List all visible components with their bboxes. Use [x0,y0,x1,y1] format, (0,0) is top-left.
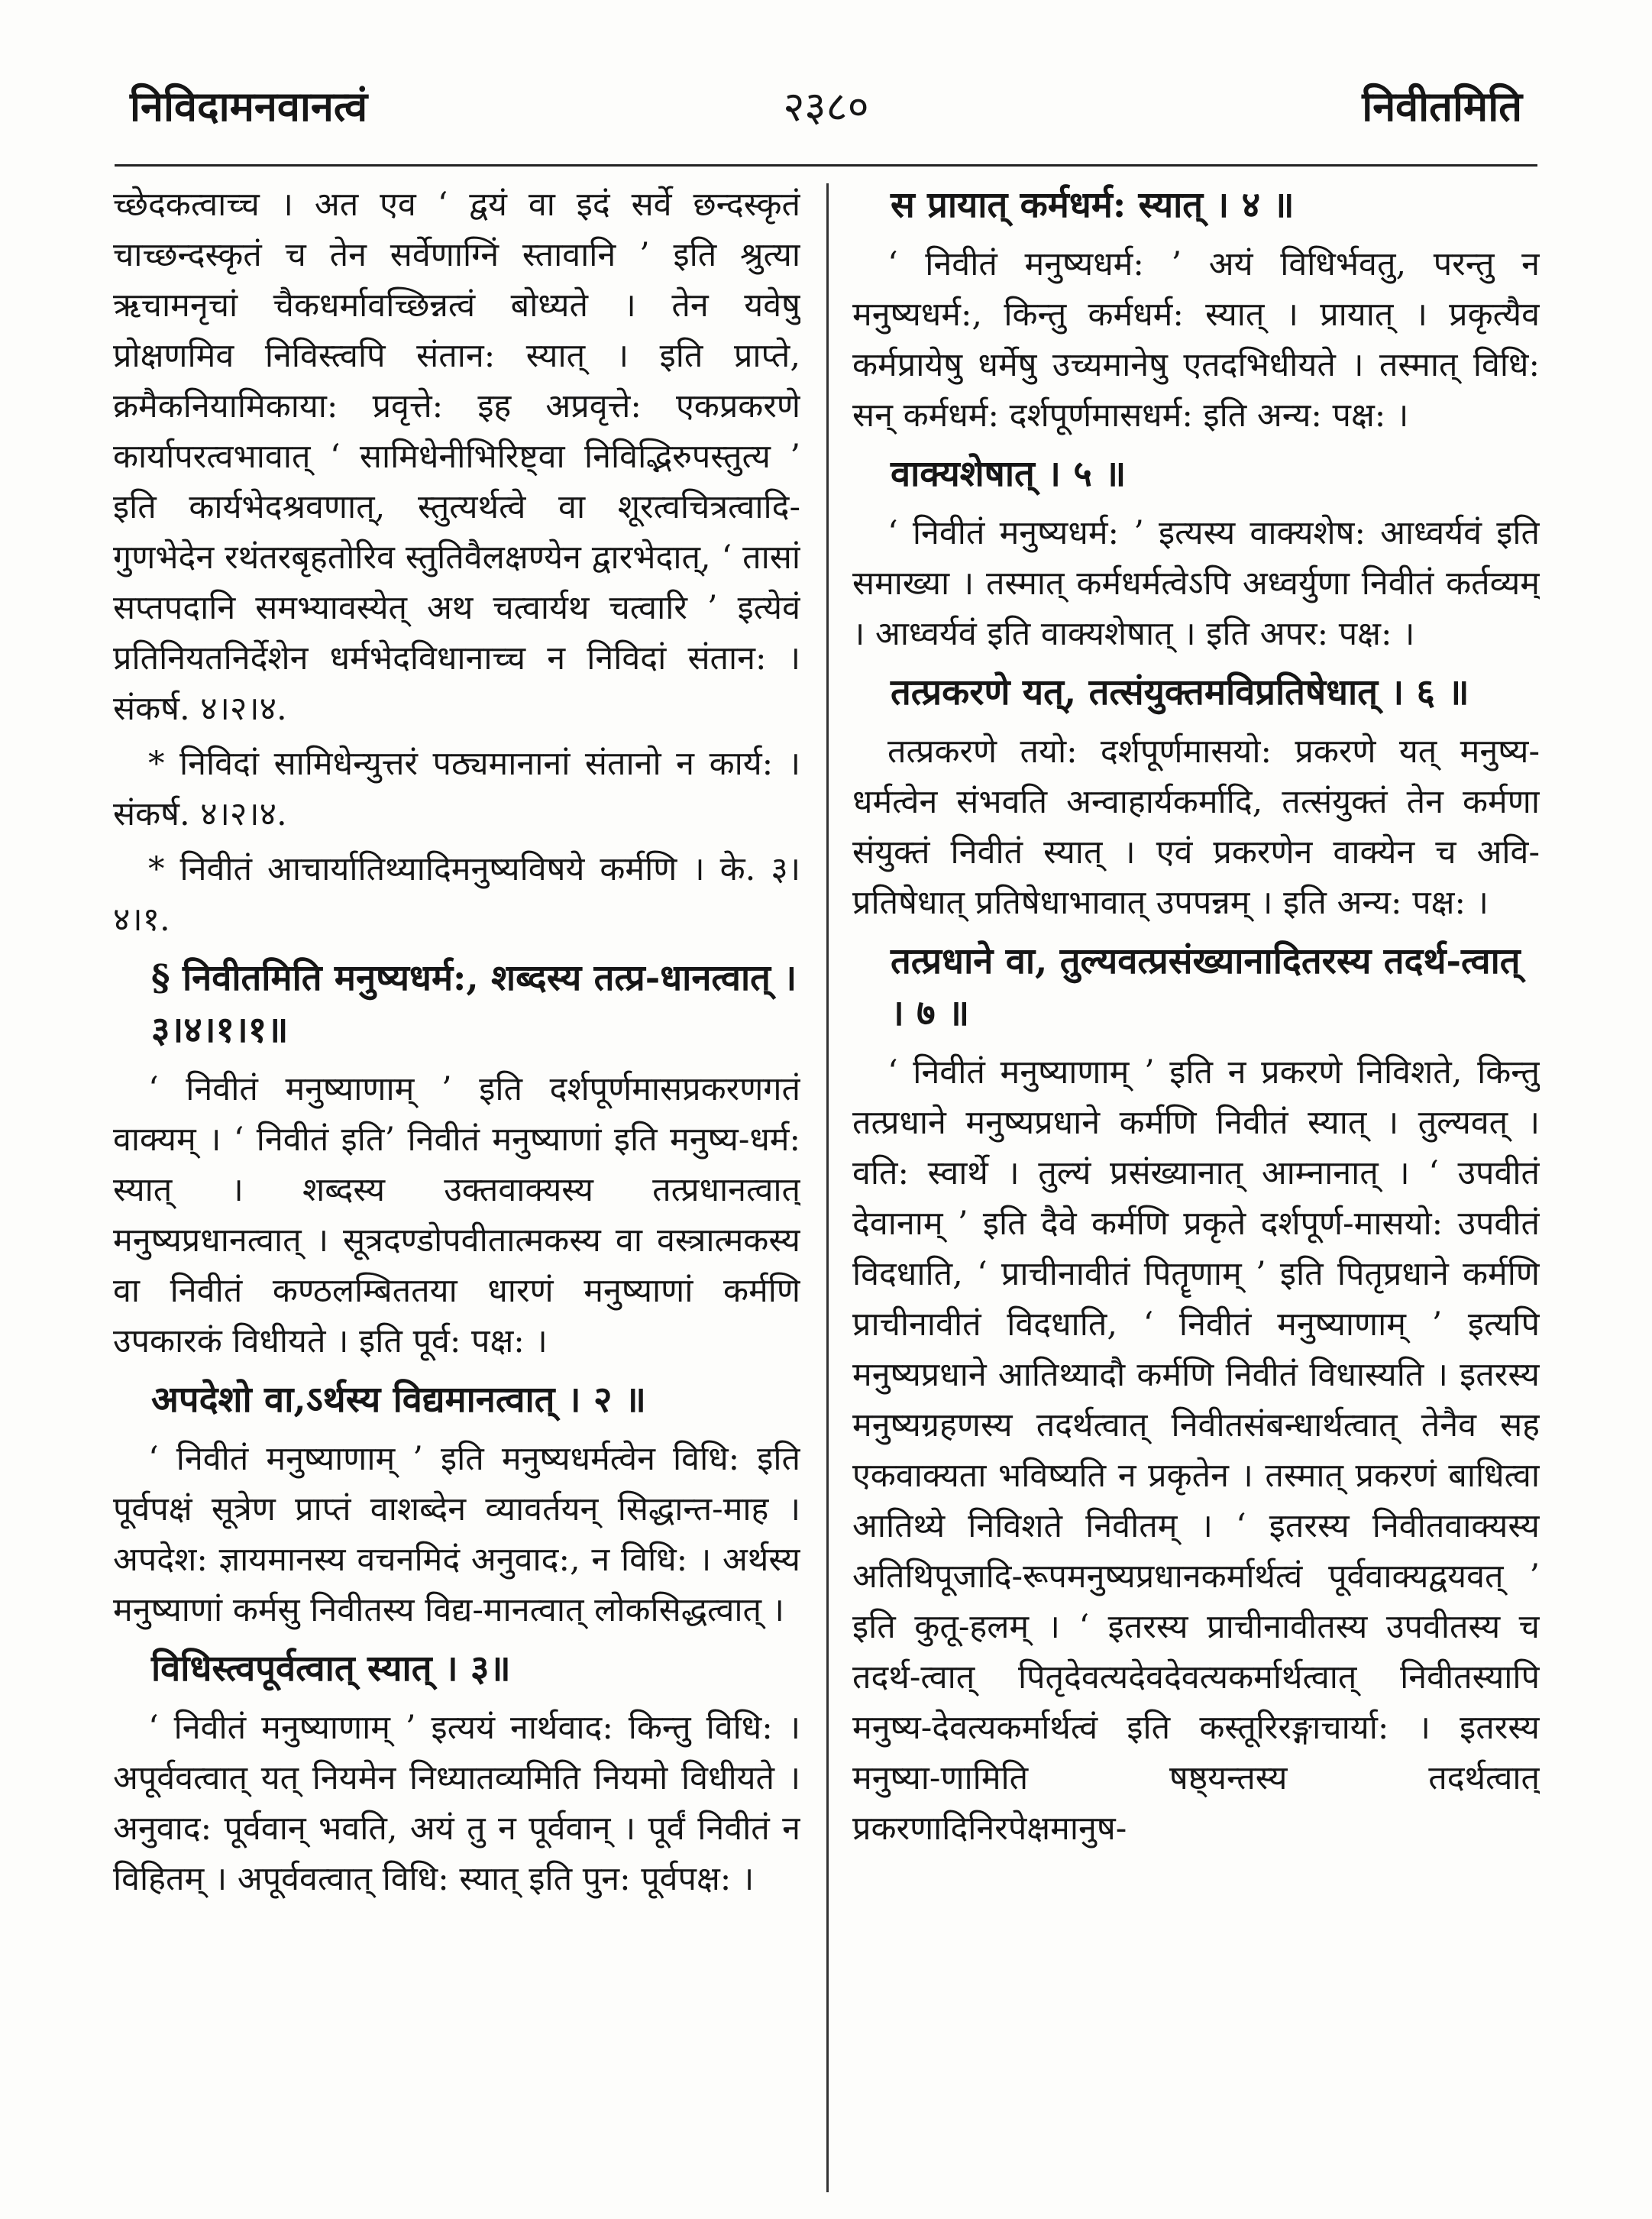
paragraph: ‘ निवीतं मनुष्याणाम् ’ इति दर्शपूर्णमासप्रकरणगतं वाक्यम् । ‘ निवीतं इति’ निवीतं मनुष्याणां इति मनुष्य-धर्म: स्यात् । शब्दस्य उक्तवाक्यस्य तत्प्रधानत्वात् मनुष्यप्रधानत्वात् । सूत्रदण्डोपवीतात्मकस्य वा वस्त्रात्मकस्य वा निवीतं कण्ठलम्बिततया धारणं मनुष्याणां कर्मणि उपकारकं विधीयते । इति पूर्व: पक्ष: । [113,1070,800,1360]
sutra-heading: विधिस्त्वपूर्वत्वात् स्यात् । ३॥ [151,1648,511,1690]
page-number: २३८० [783,82,869,131]
header-rule [115,164,1537,167]
paragraph: तत्प्रकरणे तयो: दर्शपूर्णमासयो: प्रकरणे यत् मनुष्य-धर्मत्वेन संभवति अन्वाहार्यकर्मादि, तत्संयुक्तं तेन कर्मणा संयुक्तं निवीतं स्यात् । एवं प्रकरणेन वाक्येन च अवि-प्रतिषेधात् प्रतिषेधाभावात् उपपन्नम् । इति अन्य: पक्ष: । [852,733,1540,922]
header-left-keyword: निविदामनवानत्वं [130,82,368,131]
sutra-heading: तत्प्रधाने वा, तुल्यवत्प्रसंख्यानादितरस्य तदर्थ-त्वात् । ७ ॥ [891,940,1521,1034]
paragraph: ‘ निवीतं मनुष्याणाम् ’ इति न प्रकरणे निविशते, किन्तु तत्प्रधाने मनुष्यप्रधाने कर्मणि निवीतं स्यात् । तुल्यवत् । वति: स्वार्थे । तुल्यं प्रसंख्यानात् आम्नानात् । ‘ उपवीतं देवानाम् ’ इति दैवे कर्मणि प्रकृते दर्शपूर्ण-मासयो: उपवीतं विदधाति, ‘ प्राचीनावीतं पितॄणाम् ’ इति पितृप्रधाने कर्मणि प्राचीनावीतं विदधाति, ‘ निवीतं मनुष्याणाम् ’ इत्यपि मनुष्यप्रधाने आतिथ्यादौ कर्मणि निवीतं विधास्यति । इतरस्य मनुष्यग्रहणस्य तदर्थत्वात् निवीतसंबन्धार्थत्वात् तेनैव सह एकवाक्यता भविष्यति न प्रकृतेन । तस्मात् प्रकरणं बाधित्वा आतिथ्ये निविशते निवीतम् । ‘ इतरस्य निवीतवाक्यस्य अतिथिपूजादि-रूपमनुष्यप्रधानकर्मार्थत्वं पूर्ववाक्यद्वयवत् ’ इति कुतू-हलम् । ‘ इतरस्य प्राचीनावीतस्य उपवीतस्य च तदर्थ-त्वात् पितृदेवत्यदेवदेवत्यकर्मार्थत्वात् निवीतस्यापि मनुष्य-देवत्यकर्मार्थत्वं इति कस्तूरिरङ्गाचार्या: । इतरस्य मनुष्या-णामिति षष्ठ्यन्तस्य तदर्थत्वात् प्रकरणादिनिरपेक्षमानुष- [852,1053,1540,1848]
paragraph: च्छेदकत्वाच्च । अत एव ‘ द्वयं वा इदं सर्वे छन्दस्कृतं चाच्छन्दस्कृतं च तेन सर्वेणाग्निं स्तावानि ’ इति श्रुत्या ऋचामनृचां चैकधर्मावच्छिन्नत्वं बोध्यते । तेन यवेषु प्रोक्षणमिव निविस्त्वपि संतान: स्यात् । इति प्राप्ते, क्रमैकनियामिकाया: प्रवृत्ते: इह अप्रवृत्ते: एकप्रकरणे कार्यापरत्वभावात् ‘ सामिधेनीभिरिष्ट्वा निविद्भिरुपस्तुत्य ’ इति कार्यभेदश्रवणात्, स्तुत्यर्थत्वे वा शूरत्वचित्रत्वादि-गुणभेदेन रथंतरबृहतोरिव स्तुतिवैलक्षण्येन द्वारभेदात्, ‘ तासां सप्तपदानि समभ्यावस्येत् अथ चत्वार्यथ चत्वारि ’ इत्येवं प्रतिनियतनिर्देशेन धर्मभेदविधानाच्च न निविदां संतान: । संकर्ष. ४।२।४. [113,186,800,728]
sutra-heading: अपदेशो वा,ऽर्थस्य विद्यमानत्वात् । २ ॥ [151,1379,646,1421]
header-right-keyword: निवीतमिति [1362,82,1522,131]
left-column [113,180,800,2196]
paragraph: ‘ निवीतं मनुष्यधर्म: ’ इत्यस्य वाक्यशेष: आध्वर्यवं इति समाख्या । तस्मात् कर्मधर्मत्वेऽपि अध्वर्युणा निवीतं कर्तव्यम् । आध्वर्यवं इति वाक्यशेषात् । इति अपर: पक्ष: । [852,514,1540,653]
page-header [115,76,1537,145]
sutra-heading: वाक्यशेषात् । ५ ॥ [891,453,1127,495]
sutra-heading: स प्रायात् कर्मधर्म: स्यात् । ४ ॥ [891,184,1295,226]
right-column [852,180,1540,2196]
paragraph: ‘ निवीतं मनुष्याणाम् ’ इत्ययं नार्थवाद: किन्तु विधि: । अपूर्ववत्वात् यत् नियमेन निध्यातव्यमिति नियमो विधीयते । अनुवाद: पूर्ववान् भवति, अयं तु न पूर्ववान् । पूर्वं निवीतं न विहितम् । अपूर्ववत्वात् विधि: स्यात् इति पुन: पूर्वपक्ष: । [113,1709,800,1898]
sutra-heading: तत्प्रकरणे यत्, तत्संयुक्तमविप्रतिषेधात् । ६ ॥ [891,671,1469,713]
column-divider [826,183,829,2192]
sutra-heading: § निवीतमिति मनुष्यधर्म:, शब्दस्य तत्प्र-धानत्वात् ।३।४।१।१॥ [151,957,797,1051]
paragraph: ‘ निवीतं मनुष्यधर्म: ’ अयं विधिर्भवतु, परन्तु न मनुष्यधर्म:, किन्तु कर्मधर्म: स्यात् । प्रायात् । प्रकृत्यैव कर्मप्रायेषु धर्मेषु उच्यमानेषु एतदभिधीयते । तस्मात् विधि: सन् कर्मधर्म: दर्शपूर्णमासधर्म: इति अन्य: पक्ष: । [852,245,1540,435]
paragraph: ‘ निवीतं मनुष्याणाम् ’ इति मनुष्यधर्मत्वेन विधि: इति पूर्वपक्षं सूत्रेण प्राप्तं वाशब्देन व्यावर्तयन् सिद्धान्त-माह । अपदेश: ज्ञायमानस्य वचनमिदं अनुवाद:, न विधि: । अर्थस्य मनुष्याणां कर्मसु निवीतस्य विद्य-मानत्वात् लोकसिद्धत्वात् । [113,1440,800,1629]
footnote-entry: * निवीतं आचार्यातिथ्यादिमनुष्यविषये कर्मणि । के. ३।४।१. [113,850,800,939]
footnote-entry: * निविदां सामिधेन्युत्तरं पठ्यमानानां संतानो न कार्य: । संकर्ष. ४।२।४. [113,745,800,833]
